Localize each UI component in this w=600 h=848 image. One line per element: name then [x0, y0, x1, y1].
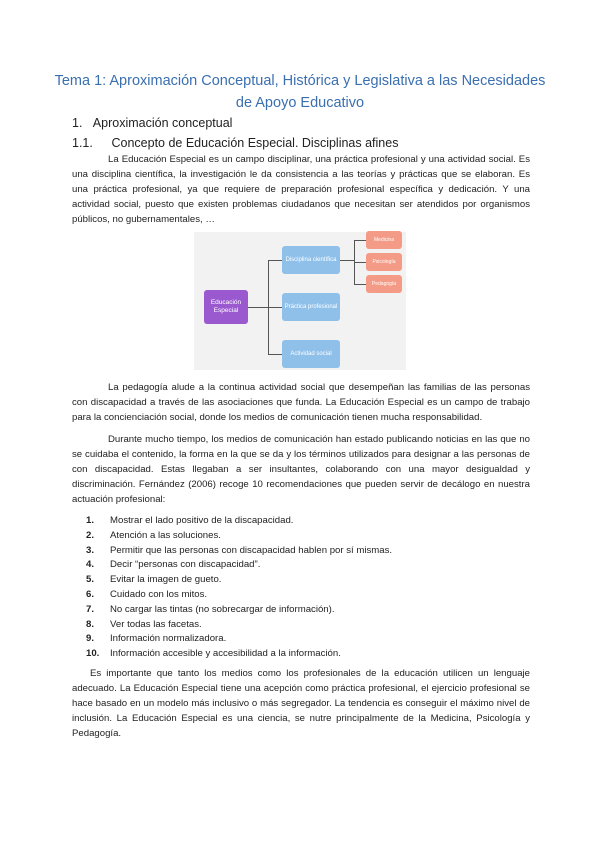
connector — [248, 307, 268, 308]
list-text: Decir “personas con discapacidad”. — [110, 559, 261, 571]
list-text: Mostrar el lado positivo de la discapacidad. — [110, 515, 294, 526]
list-number: 1. — [86, 515, 95, 526]
list-text: Cuidado con los mitos. — [110, 588, 208, 600]
list-item — [86, 647, 392, 662]
connector — [354, 284, 366, 285]
connector — [268, 307, 282, 308]
list-item — [86, 529, 392, 544]
section-heading-1-1 — [72, 136, 398, 150]
diagram-node-sub: Pedagogía — [366, 275, 402, 293]
list-number: 7. — [86, 603, 95, 615]
document-title — [40, 70, 560, 114]
list-item — [86, 514, 392, 529]
section-label: Aproximación conceptual — [92, 116, 233, 130]
diagram-node-branch: Actividad social — [282, 340, 340, 368]
list-item — [86, 588, 392, 603]
subsection-number: 1.1. — [72, 136, 93, 150]
diagram-node-main: Educación Especial — [204, 290, 248, 324]
list-text: No cargar las tintas (no sobrecargar de información). — [110, 603, 335, 615]
connector — [354, 262, 366, 263]
section-heading-1 — [72, 116, 232, 130]
list-item — [86, 618, 392, 633]
diagram-node-sub: Psicología — [366, 253, 402, 271]
connector — [268, 260, 282, 261]
list-item — [86, 573, 392, 588]
list-text: Información normalizadora. — [110, 633, 227, 645]
concept-diagram — [194, 232, 406, 370]
paragraph-4 — [72, 666, 530, 741]
paragraph-2: La pedagogía alude a la continua actividad social que desempeñan las familias de las personas con discapacidad a través de las asociaciones que funda. La Educación Especial es un campo de trabajo para la concienciación social, donde los medios de comunicación tienen mucha responsabilidad. — [72, 382, 530, 423]
connector — [354, 240, 366, 241]
list-number: 3. — [86, 544, 95, 556]
list-number: 4. — [86, 559, 95, 571]
list-text: Atención a las soluciones. — [110, 529, 221, 541]
connector — [268, 354, 282, 355]
title-line-1: Tema 1: Aproximación Conceptual, Histórica y Legislativa a las Necesidades — [54, 73, 546, 89]
connector — [340, 260, 354, 261]
list-text: Evitar la imagen de gueto. — [110, 574, 222, 586]
section-number: 1. — [72, 116, 83, 130]
subsection-label: Concepto de Educación Especial. Disciplinas afines — [111, 136, 399, 150]
list-number: 5. — [86, 574, 95, 586]
list-text: Permitir que las personas con discapacidad hablen por sí mismas. — [110, 544, 393, 556]
list-text: Ver todas las facetas. — [110, 618, 202, 630]
list-item — [86, 632, 392, 647]
diagram-node-branch: Disciplina científica — [282, 246, 340, 274]
recommendations-list — [86, 514, 392, 662]
list-item — [86, 603, 392, 618]
list-text: Información accesible y accesibilidad a la información. — [110, 648, 341, 660]
list-number: 2. — [86, 529, 95, 541]
list-number: 6. — [86, 588, 95, 600]
list-number: 10. — [86, 648, 100, 660]
paragraph-4-text: Es importante que tanto los medios como los profesionales de la educación utilicen un lenguaje adecuado. La Educación Especial tiene una acepción como práctica profesional, el ejercicio profesional se hace basado en un modelo más inclusivo o más segregador. La tendencia es conseguir el máximo nivel de inclusión. La Educación Especial es una ciencia, se nutre principalmente de la Medicina, Psicología y Pedagogía. — [72, 668, 530, 739]
list-item — [86, 544, 392, 559]
diagram-node-sub: Medicina — [366, 231, 402, 249]
paragraph-3: Durante mucho tiempo, los medios de comunicación han estado publicando noticias en las que no se cuidaba el contenido, la forma en la que se da y los términos utilizados para designar a las personas de con discapacidad. Estas llegaban a ser insultantes, colaborando con una mayor desigualdad y discriminación. Fernández (2006) recoge 10 recomendaciones que pueden servir de decálogo en nuestra actuación profesional: — [72, 434, 530, 505]
diagram-node-branch: Práctica profesional — [282, 293, 340, 321]
title-line-2: de Apoyo Educativo — [235, 95, 365, 111]
paragraph-1: La Educación Especial es un campo disciplinar, una práctica profesional y una actividad social. Es una disciplina científica, la investigación le da consistencia a las teorías y prácticas que se elaboran. Es una práctica profesional, ya que requiere de preparación profesional específica y dedicación. Y una actividad social, puesto que existen problemas ciudadanos que necesitan ser atendidos por organismos públicos, no gubernamentales, … — [72, 154, 530, 225]
list-item — [86, 558, 392, 573]
list-number: 9. — [86, 633, 95, 645]
list-number: 8. — [86, 618, 95, 630]
